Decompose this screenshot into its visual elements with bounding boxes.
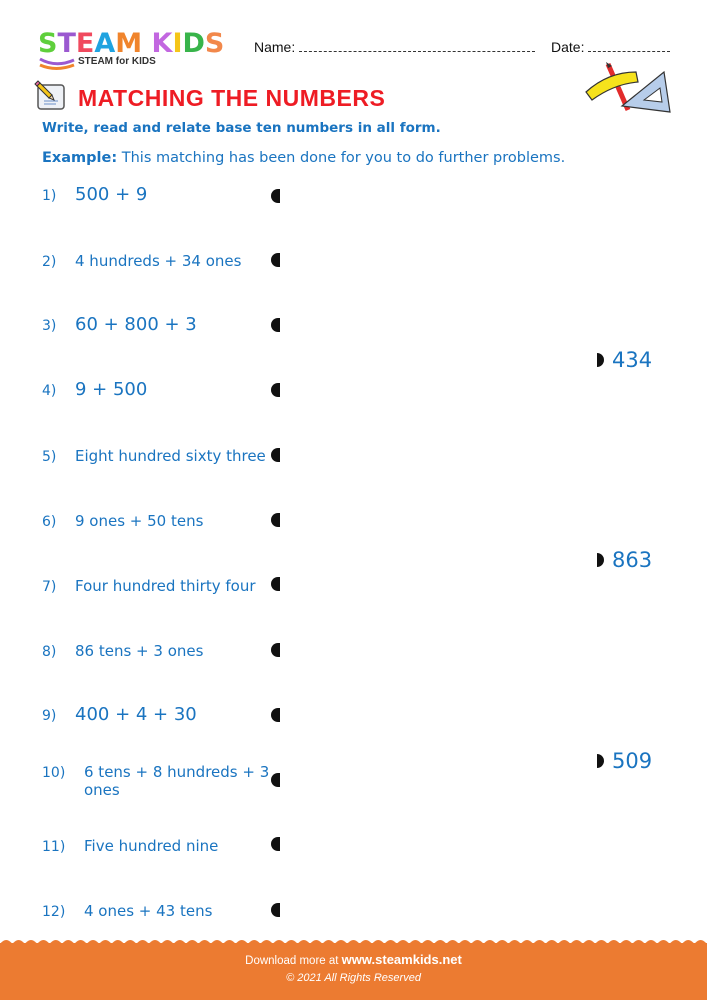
question-text: 9 + 500 bbox=[75, 379, 148, 400]
date-field[interactable] bbox=[551, 39, 670, 55]
question-text: 6 tens + 8 hundreds + 3 bbox=[84, 763, 270, 781]
match-dot-right[interactable] bbox=[597, 553, 604, 567]
question-text-continued: ones bbox=[84, 781, 120, 799]
match-dot-left[interactable] bbox=[271, 837, 280, 851]
match-dot-left[interactable] bbox=[271, 577, 280, 591]
question-item bbox=[42, 251, 241, 270]
steam-kids-logo bbox=[38, 30, 238, 72]
answer-value: 863 bbox=[612, 548, 653, 572]
question-text: 500 + 9 bbox=[75, 184, 148, 205]
logo-swoosh-icon bbox=[38, 56, 78, 72]
ruler-pencil-triangle-icon bbox=[578, 58, 678, 118]
question-item bbox=[42, 901, 212, 920]
question-text: Eight hundred sixty three bbox=[75, 447, 266, 465]
question-number: 2) bbox=[42, 254, 57, 270]
footer-site-link[interactable]: www.steamkids.net bbox=[341, 952, 462, 967]
logo-letter: M bbox=[115, 28, 143, 59]
logo-letter: S bbox=[38, 28, 58, 59]
logo-letter: D bbox=[182, 28, 205, 59]
match-dot-left[interactable] bbox=[271, 643, 280, 657]
question-number: 6) bbox=[42, 514, 57, 530]
match-dot-left[interactable] bbox=[271, 708, 280, 722]
instructions: Write, read and relate base ten numbers in all form. bbox=[42, 120, 441, 136]
logo-letter: T bbox=[57, 28, 76, 59]
match-dot-right[interactable] bbox=[597, 754, 604, 768]
question-text: 86 tens + 3 ones bbox=[75, 642, 204, 660]
example-note bbox=[42, 150, 565, 166]
match-dot-left[interactable] bbox=[271, 318, 280, 332]
logo-letter: E bbox=[75, 28, 95, 59]
match-dot-left[interactable] bbox=[271, 773, 280, 787]
question-item bbox=[42, 836, 218, 855]
answer-value: 434 bbox=[612, 348, 653, 372]
question-text: 9 ones + 50 tens bbox=[75, 512, 204, 530]
question-text: Four hundred thirty four bbox=[75, 577, 256, 595]
logo-tagline: STEAM for KIDS bbox=[78, 56, 156, 67]
question-number: 5) bbox=[42, 449, 57, 465]
date-line[interactable] bbox=[588, 39, 670, 52]
name-line[interactable] bbox=[299, 39, 535, 52]
question-number: 12) bbox=[42, 904, 66, 920]
question-item bbox=[42, 184, 147, 205]
answer-value: 509 bbox=[612, 749, 653, 773]
match-dot-left[interactable] bbox=[271, 513, 280, 527]
question-number: 3) bbox=[42, 318, 57, 334]
logo-wordmark bbox=[38, 30, 224, 57]
logo-letter: K bbox=[151, 28, 173, 59]
question-item bbox=[42, 314, 197, 335]
question-item bbox=[42, 762, 269, 799]
question-number: 8) bbox=[42, 644, 57, 660]
question-number: 1) bbox=[42, 188, 57, 204]
question-number: 10) bbox=[42, 765, 66, 781]
question-number: 7) bbox=[42, 579, 57, 595]
question-text: 4 hundreds + 34 ones bbox=[75, 252, 242, 270]
match-dot-left[interactable] bbox=[271, 448, 280, 462]
match-dot-left[interactable] bbox=[271, 383, 280, 397]
match-dot-left[interactable] bbox=[271, 253, 280, 267]
question-text: 4 ones + 43 tens bbox=[84, 902, 213, 920]
match-dot-left[interactable] bbox=[271, 189, 280, 203]
question-number: 9) bbox=[42, 708, 57, 724]
question-text: Five hundred nine bbox=[84, 837, 219, 855]
name-field[interactable] bbox=[254, 39, 535, 55]
question-text: 60 + 800 + 3 bbox=[75, 314, 197, 335]
question-item bbox=[42, 641, 203, 660]
question-item bbox=[42, 446, 266, 465]
page-title: MATCHING THE NUMBERS bbox=[78, 85, 386, 111]
question-item bbox=[42, 704, 197, 725]
logo-letter: S bbox=[204, 28, 225, 59]
name-label: Name: bbox=[254, 39, 296, 55]
question-item bbox=[42, 379, 147, 400]
example-label: Example: bbox=[42, 150, 118, 166]
question-number: 11) bbox=[42, 839, 66, 855]
date-label: Date: bbox=[551, 39, 585, 55]
footer-copyright: © 2021 All Rights Reserved bbox=[286, 972, 421, 984]
question-text: 400 + 4 + 30 bbox=[75, 704, 197, 725]
match-dot-left[interactable] bbox=[271, 903, 280, 917]
logo-letter: A bbox=[94, 28, 116, 59]
example-text: This matching has been done for you to do further problems. bbox=[117, 150, 566, 166]
worksheet-pencil-icon bbox=[34, 79, 68, 113]
logo-letter: I bbox=[172, 28, 183, 59]
logo-letter bbox=[142, 30, 151, 57]
question-item bbox=[42, 511, 203, 530]
question-number: 4) bbox=[42, 383, 57, 399]
footer-download bbox=[0, 952, 707, 967]
match-dot-right[interactable] bbox=[597, 353, 604, 367]
question-item bbox=[42, 576, 256, 595]
footer-download-prefix: Download more at bbox=[245, 955, 342, 967]
